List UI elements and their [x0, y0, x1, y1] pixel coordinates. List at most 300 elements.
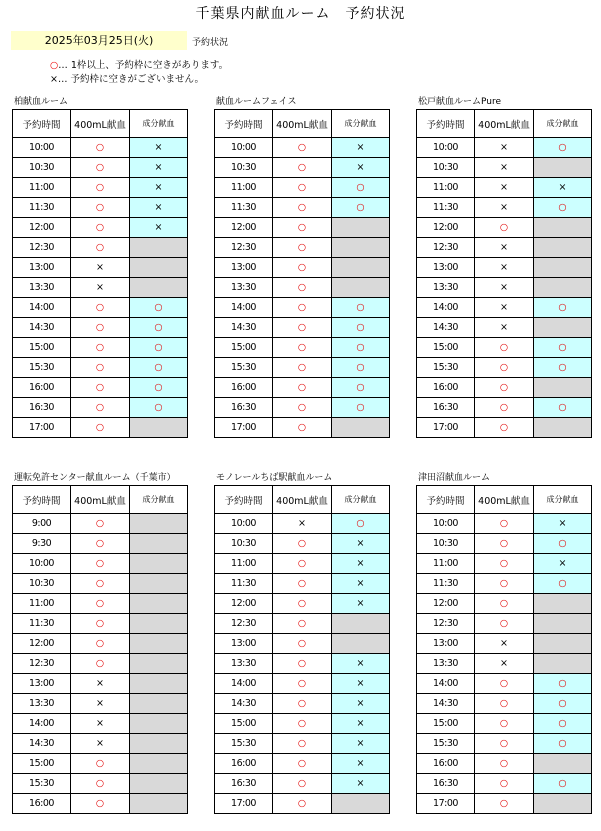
component-status: [130, 674, 188, 694]
time-cell: 13:30: [13, 694, 71, 714]
component-status: [534, 754, 592, 774]
status-label: 予約状況: [192, 38, 229, 48]
component-status: [332, 238, 390, 258]
whole-blood-status: ○: [273, 694, 332, 714]
time-cell: 12:00: [215, 218, 273, 238]
component-status: [130, 714, 188, 734]
whole-blood-status: ○: [475, 398, 534, 418]
component-status: ×: [332, 774, 390, 794]
table-row: [13, 734, 188, 754]
time-cell: 12:30: [215, 614, 273, 634]
time-cell: 15:30: [215, 734, 273, 754]
header-component: 成分献血: [130, 486, 188, 514]
component-status: ○: [534, 574, 592, 594]
time-cell: 11:00: [215, 178, 273, 198]
component-status: ×: [332, 654, 390, 674]
whole-blood-status: ×: [475, 178, 534, 198]
whole-blood-status: ○: [273, 378, 332, 398]
component-status: ○: [332, 298, 390, 318]
time-cell: 14:00: [13, 298, 71, 318]
time-cell: 11:00: [417, 554, 475, 574]
schedule-table: [214, 109, 390, 438]
component-status: ×: [534, 178, 592, 198]
header-time: 予約時間: [215, 110, 273, 138]
whole-blood-status: ×: [475, 238, 534, 258]
component-status: [130, 654, 188, 674]
table-row: [417, 634, 592, 654]
header-row: [215, 486, 390, 514]
whole-blood-status: ○: [273, 614, 332, 634]
component-status: ×: [332, 534, 390, 554]
table-row: [215, 574, 390, 594]
time-cell: 15:00: [13, 338, 71, 358]
time-cell: 14:30: [13, 318, 71, 338]
component-status: ○: [332, 378, 390, 398]
whole-blood-status: ○: [71, 378, 130, 398]
component-status: ×: [130, 198, 188, 218]
header-row: [417, 486, 592, 514]
table-row: [13, 574, 188, 594]
component-status: [534, 218, 592, 238]
table-row: [417, 674, 592, 694]
whole-blood-status: ○: [475, 358, 534, 378]
table-row: [215, 614, 390, 634]
table-row: [215, 534, 390, 554]
time-cell: 16:00: [417, 754, 475, 774]
time-cell: 11:00: [215, 554, 273, 574]
table-row: [13, 794, 188, 814]
whole-blood-status: ○: [475, 694, 534, 714]
component-status: ○: [130, 338, 188, 358]
table-row: [215, 258, 390, 278]
whole-blood-status: ○: [273, 734, 332, 754]
component-status: [130, 594, 188, 614]
time-cell: 11:30: [417, 574, 475, 594]
component-status: [332, 634, 390, 654]
table-row: [13, 634, 188, 654]
table-row: [417, 358, 592, 378]
component-status: ○: [534, 358, 592, 378]
whole-blood-status: ○: [273, 158, 332, 178]
component-status: ×: [534, 514, 592, 534]
whole-blood-status: ○: [273, 418, 332, 438]
component-status: ○: [130, 378, 188, 398]
component-status: [332, 794, 390, 814]
component-status: ×: [332, 158, 390, 178]
time-cell: 11:30: [417, 198, 475, 218]
table-row: [215, 514, 390, 534]
component-status: ×: [332, 734, 390, 754]
header-400ml: 400mL献血: [71, 110, 130, 138]
time-cell: 10:30: [417, 158, 475, 178]
time-cell: 16:00: [13, 794, 71, 814]
table-row: [215, 694, 390, 714]
room-name: 松戸献血ルームPure: [418, 97, 502, 107]
time-cell: 12:30: [13, 238, 71, 258]
time-cell: 14:00: [417, 674, 475, 694]
header-time: 予約時間: [417, 110, 475, 138]
whole-blood-status: ○: [273, 634, 332, 654]
time-cell: 11:30: [215, 574, 273, 594]
header-component: 成分献血: [534, 486, 592, 514]
component-status: [534, 654, 592, 674]
time-cell: 13:00: [13, 258, 71, 278]
table-row: [417, 514, 592, 534]
table-row: [417, 318, 592, 338]
component-status: [534, 594, 592, 614]
table-row: [417, 734, 592, 754]
time-cell: 10:00: [417, 138, 475, 158]
time-cell: 17:00: [215, 794, 273, 814]
component-status: [332, 278, 390, 298]
whole-blood-status: ○: [475, 754, 534, 774]
table-row: [417, 138, 592, 158]
time-cell: 11:30: [215, 198, 273, 218]
table-row: [215, 378, 390, 398]
table-row: [13, 774, 188, 794]
time-cell: 12:30: [417, 614, 475, 634]
table-row: [417, 554, 592, 574]
table-row: [215, 594, 390, 614]
time-cell: 10:30: [417, 534, 475, 554]
whole-blood-status: ○: [273, 178, 332, 198]
table-row: [215, 674, 390, 694]
component-status: [130, 238, 188, 258]
whole-blood-status: ○: [475, 574, 534, 594]
table-row: [215, 554, 390, 574]
header-400ml: 400mL献血: [475, 110, 534, 138]
component-status: ○: [332, 398, 390, 418]
time-cell: 16:00: [215, 378, 273, 398]
legend-full: [50, 73, 204, 86]
component-status: [534, 318, 592, 338]
whole-blood-status: ○: [475, 514, 534, 534]
component-status: ×: [332, 674, 390, 694]
component-status: [130, 554, 188, 574]
table-row: [215, 418, 390, 438]
room-name: 津田沼献血ルーム: [418, 473, 491, 483]
schedule-table: [12, 485, 188, 814]
header-row: [13, 110, 188, 138]
time-cell: 12:00: [13, 218, 71, 238]
time-cell: 17:00: [417, 418, 475, 438]
component-status: [332, 258, 390, 278]
time-cell: 10:00: [417, 514, 475, 534]
time-cell: 14:00: [417, 298, 475, 318]
table-row: [215, 398, 390, 418]
table-row: [417, 198, 592, 218]
whole-blood-status: ×: [71, 278, 130, 298]
table-row: [215, 198, 390, 218]
whole-blood-status: ○: [71, 298, 130, 318]
time-cell: 14:30: [417, 318, 475, 338]
component-status: ○: [534, 138, 592, 158]
header-row: [417, 110, 592, 138]
whole-blood-status: ○: [71, 158, 130, 178]
whole-blood-status: ○: [273, 298, 332, 318]
header-400ml: 400mL献血: [273, 110, 332, 138]
whole-blood-status: ○: [71, 514, 130, 534]
table-row: [215, 338, 390, 358]
whole-blood-status: ○: [273, 258, 332, 278]
whole-blood-status: ○: [273, 714, 332, 734]
whole-blood-status: ○: [273, 674, 332, 694]
table-row: [13, 674, 188, 694]
component-status: ○: [130, 318, 188, 338]
component-status: ○: [332, 338, 390, 358]
time-cell: 12:00: [215, 594, 273, 614]
time-cell: 16:30: [13, 398, 71, 418]
whole-blood-status: ○: [273, 278, 332, 298]
component-status: ○: [332, 318, 390, 338]
time-cell: 15:00: [417, 714, 475, 734]
room-name: モノレールちば駅献血ルーム: [216, 473, 333, 483]
table-row: [417, 278, 592, 298]
component-status: ○: [332, 514, 390, 534]
whole-blood-status: ○: [273, 794, 332, 814]
whole-blood-status: ○: [71, 594, 130, 614]
table-row: [417, 754, 592, 774]
whole-blood-status: ○: [475, 418, 534, 438]
table-row: [13, 198, 188, 218]
whole-blood-status: ○: [71, 554, 130, 574]
table-row: [417, 418, 592, 438]
component-status: ○: [534, 714, 592, 734]
schedule-table: [416, 109, 592, 438]
table-row: [13, 258, 188, 278]
component-status: [332, 418, 390, 438]
time-cell: 10:30: [13, 574, 71, 594]
whole-blood-status: ×: [475, 298, 534, 318]
time-cell: 16:30: [215, 398, 273, 418]
circle-mark: ○: [50, 60, 59, 71]
date-label: 2025年03月25日(火): [11, 31, 187, 50]
time-cell: 10:30: [13, 158, 71, 178]
whole-blood-status: ×: [475, 258, 534, 278]
table-row: [13, 418, 188, 438]
time-cell: 11:00: [417, 178, 475, 198]
whole-blood-status: ○: [71, 774, 130, 794]
whole-blood-status: ○: [71, 634, 130, 654]
legend-available: [50, 59, 228, 72]
component-status: [130, 258, 188, 278]
header-time: 予約時間: [215, 486, 273, 514]
whole-blood-status: ○: [273, 774, 332, 794]
table-row: [215, 238, 390, 258]
whole-blood-status: ×: [475, 634, 534, 654]
table-row: [417, 534, 592, 554]
table-row: [215, 734, 390, 754]
component-status: ×: [332, 594, 390, 614]
whole-blood-status: ○: [273, 358, 332, 378]
table-row: [417, 398, 592, 418]
component-status: [130, 774, 188, 794]
time-cell: 16:30: [417, 774, 475, 794]
legend-text: … 予約枠に空きがございません。: [57, 74, 205, 85]
legend-text: … 1枠以上、予約枠に空きがあります。: [58, 60, 229, 71]
table-row: [215, 794, 390, 814]
table-row: [417, 694, 592, 714]
table-row: [215, 634, 390, 654]
schedule-table: [214, 485, 390, 814]
whole-blood-status: ○: [71, 178, 130, 198]
header-time: 予約時間: [417, 486, 475, 514]
time-cell: 12:00: [417, 218, 475, 238]
header-time: 予約時間: [13, 486, 71, 514]
time-cell: 11:00: [13, 178, 71, 198]
table-row: [215, 754, 390, 774]
header-component: 成分献血: [534, 110, 592, 138]
component-status: [332, 218, 390, 238]
table-row: [13, 338, 188, 358]
whole-blood-status: ×: [475, 278, 534, 298]
room-name: 柏献血ルーム: [14, 97, 69, 107]
table-row: [13, 378, 188, 398]
component-status: ○: [534, 694, 592, 714]
table-row: [13, 278, 188, 298]
whole-blood-status: ○: [475, 534, 534, 554]
time-cell: 10:00: [215, 138, 273, 158]
time-cell: 17:00: [215, 418, 273, 438]
whole-blood-status: ○: [71, 534, 130, 554]
component-status: ×: [130, 158, 188, 178]
whole-blood-status: ○: [71, 338, 130, 358]
table-row: [13, 694, 188, 714]
whole-blood-status: ○: [475, 674, 534, 694]
whole-blood-status: ○: [475, 378, 534, 398]
table-row: [215, 654, 390, 674]
table-row: [417, 158, 592, 178]
whole-blood-status: ○: [273, 654, 332, 674]
time-cell: 10:00: [13, 138, 71, 158]
component-status: [130, 634, 188, 654]
table-row: [417, 654, 592, 674]
time-cell: 14:30: [215, 318, 273, 338]
component-status: ○: [534, 534, 592, 554]
time-cell: 16:00: [215, 754, 273, 774]
time-cell: 10:00: [215, 514, 273, 534]
component-status: ×: [332, 574, 390, 594]
time-cell: 13:30: [215, 278, 273, 298]
component-status: ×: [332, 138, 390, 158]
whole-blood-status: ○: [71, 398, 130, 418]
component-status: ○: [332, 198, 390, 218]
header-400ml: 400mL献血: [273, 486, 332, 514]
time-cell: 14:30: [215, 694, 273, 714]
time-cell: 10:30: [215, 158, 273, 178]
whole-blood-status: ×: [475, 138, 534, 158]
whole-blood-status: ○: [71, 418, 130, 438]
whole-blood-status: ×: [71, 674, 130, 694]
component-status: [534, 634, 592, 654]
time-cell: 12:30: [215, 238, 273, 258]
table-row: [215, 358, 390, 378]
component-status: ○: [534, 198, 592, 218]
component-status: [130, 754, 188, 774]
component-status: ×: [130, 218, 188, 238]
time-cell: 16:30: [215, 774, 273, 794]
component-status: [130, 574, 188, 594]
table-row: [13, 654, 188, 674]
component-status: ○: [534, 338, 592, 358]
component-status: [534, 378, 592, 398]
component-status: ×: [332, 714, 390, 734]
time-cell: 14:00: [215, 298, 273, 318]
component-status: [534, 158, 592, 178]
time-cell: 17:00: [417, 794, 475, 814]
whole-blood-status: ○: [71, 654, 130, 674]
header-row: [215, 110, 390, 138]
component-status: ○: [130, 358, 188, 378]
table-row: [13, 594, 188, 614]
time-cell: 16:00: [417, 378, 475, 398]
component-status: ○: [332, 178, 390, 198]
whole-blood-status: ○: [273, 138, 332, 158]
table-row: [13, 554, 188, 574]
component-status: [130, 794, 188, 814]
component-status: [130, 278, 188, 298]
table-row: [13, 138, 188, 158]
time-cell: 14:00: [215, 674, 273, 694]
component-status: [130, 614, 188, 634]
cross-mark: ×: [50, 74, 58, 85]
table-row: [417, 298, 592, 318]
component-status: [130, 514, 188, 534]
whole-blood-status: ○: [475, 734, 534, 754]
time-cell: 15:30: [417, 734, 475, 754]
table-row: [13, 714, 188, 734]
header-component: 成分献血: [332, 110, 390, 138]
time-cell: 13:00: [215, 634, 273, 654]
time-cell: 13:30: [215, 654, 273, 674]
whole-blood-status: ○: [71, 198, 130, 218]
table-row: [215, 138, 390, 158]
whole-blood-status: ○: [475, 218, 534, 238]
component-status: [534, 238, 592, 258]
component-status: ○: [534, 734, 592, 754]
table-row: [13, 178, 188, 198]
time-cell: 9:00: [13, 514, 71, 534]
component-status: ×: [332, 694, 390, 714]
room-name: 献血ルームフェイス: [216, 97, 297, 107]
table-row: [13, 218, 188, 238]
whole-blood-status: ×: [71, 258, 130, 278]
table-row: [13, 358, 188, 378]
whole-blood-status: ○: [273, 574, 332, 594]
time-cell: 12:00: [13, 634, 71, 654]
table-row: [417, 594, 592, 614]
header-row: [13, 486, 188, 514]
component-status: [534, 258, 592, 278]
component-status: [130, 694, 188, 714]
table-row: [417, 714, 592, 734]
component-status: ×: [130, 178, 188, 198]
table-row: [13, 514, 188, 534]
component-status: ○: [130, 298, 188, 318]
whole-blood-status: ○: [475, 794, 534, 814]
table-row: [417, 574, 592, 594]
whole-blood-status: ○: [273, 534, 332, 554]
time-cell: 16:00: [13, 378, 71, 398]
table-row: [417, 258, 592, 278]
table-row: [13, 754, 188, 774]
header-component: 成分献血: [332, 486, 390, 514]
time-cell: 14:00: [13, 714, 71, 734]
whole-blood-status: ○: [71, 574, 130, 594]
time-cell: 13:30: [417, 654, 475, 674]
table-row: [417, 794, 592, 814]
time-cell: 13:00: [215, 258, 273, 278]
